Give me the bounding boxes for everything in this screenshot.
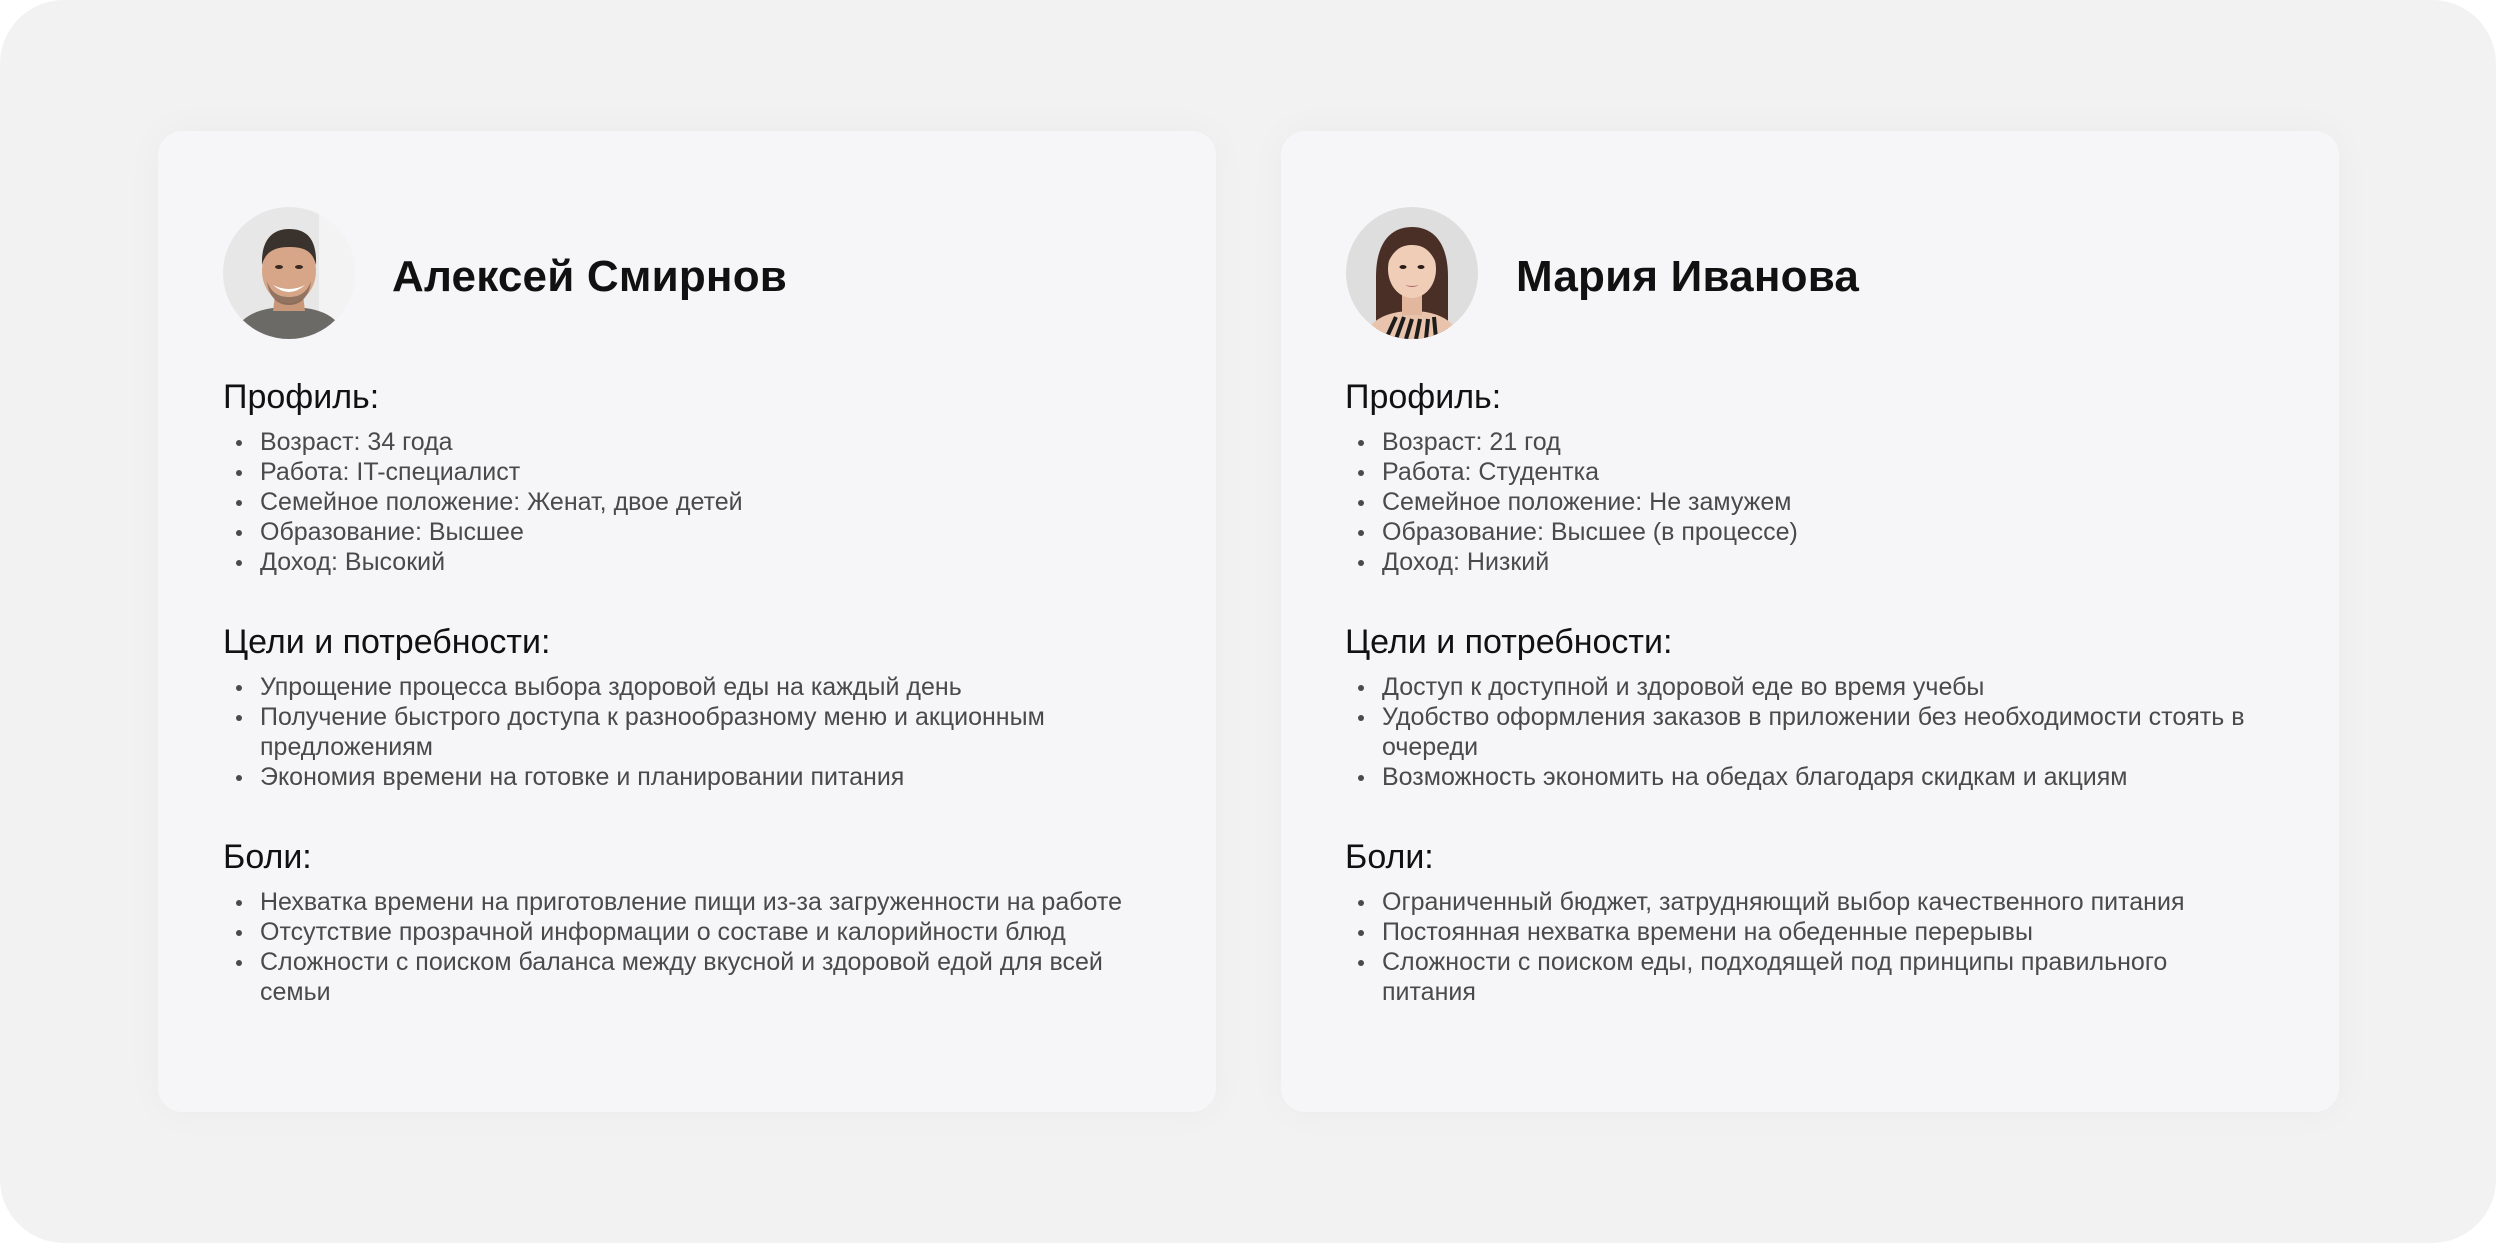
goals-heading: Цели и потребности: (223, 623, 551, 661)
list-item: Работа: IT-специалист (260, 457, 1163, 487)
list-item: Отсутствие прозрачной информации о составе и калорийности блюд (260, 917, 1163, 947)
list-item: Семейное положение: Женат, двое детей (260, 487, 1163, 517)
list-item: Работа: Студентка (1382, 457, 2285, 487)
female-portrait-icon (1346, 207, 1478, 339)
pains-list (1345, 887, 2285, 1007)
profile-heading: Профиль: (223, 378, 380, 416)
male-portrait-icon (223, 207, 355, 339)
list-item: Экономия времени на готовке и планировании питания (260, 762, 1163, 792)
profile-list (1345, 427, 2285, 577)
persona-card-alexey (158, 131, 1216, 1112)
list-item: Ограниченный бюджет, затрудняющий выбор качественного питания (1382, 887, 2285, 917)
profile-heading: Профиль: (1345, 378, 1502, 416)
list-item: Упрощение процесса выбора здоровой еды на каждый день (260, 672, 1163, 702)
list-item: Сложности с поиском еды, подходящей под принципы правильного питания (1382, 947, 2285, 1007)
pains-heading: Боли: (1345, 838, 1434, 876)
list-item: Получение быстрого доступа к разнообразному меню и акционным предложениям (260, 702, 1163, 762)
persona-name: Мария Иванова (1516, 252, 1860, 301)
list-item: Удобство оформления заказов в приложении без необходимости стоять в очереди (1382, 702, 2285, 762)
list-item: Нехватка времени на приготовление пищи из-за загруженности на работе (260, 887, 1163, 917)
persona-name: Алексей Смирнов (392, 252, 788, 301)
list-item: Сложности с поиском баланса между вкусной и здоровой едой для всей семьи (260, 947, 1163, 1007)
list-item: Доход: Низкий (1382, 547, 2285, 577)
persona-card-maria (1281, 131, 2339, 1112)
pains-heading: Боли: (223, 838, 312, 876)
list-item: Постоянная нехватка времени на обеденные перерывы (1382, 917, 2285, 947)
persona-details (223, 375, 1163, 1007)
list-item: Доступ к доступной и здоровой еде во время учебы (1382, 672, 2285, 702)
goals-list (223, 672, 1163, 792)
list-item: Возможность экономить на обедах благодаря скидкам и акциям (1382, 762, 2285, 792)
list-item: Доход: Высокий (260, 547, 1163, 577)
list-item: Образование: Высшее (в процессе) (1382, 517, 2285, 547)
pains-list (223, 887, 1163, 1007)
list-item: Семейное положение: Не замужем (1382, 487, 2285, 517)
persona-details (1345, 375, 2285, 1007)
goals-list (1345, 672, 2285, 792)
profile-list (223, 427, 1163, 577)
list-item: Возраст: 34 года (260, 427, 1163, 457)
list-item: Возраст: 21 год (1382, 427, 2285, 457)
list-item: Образование: Высшее (260, 517, 1163, 547)
goals-heading: Цели и потребности: (1345, 623, 1673, 661)
